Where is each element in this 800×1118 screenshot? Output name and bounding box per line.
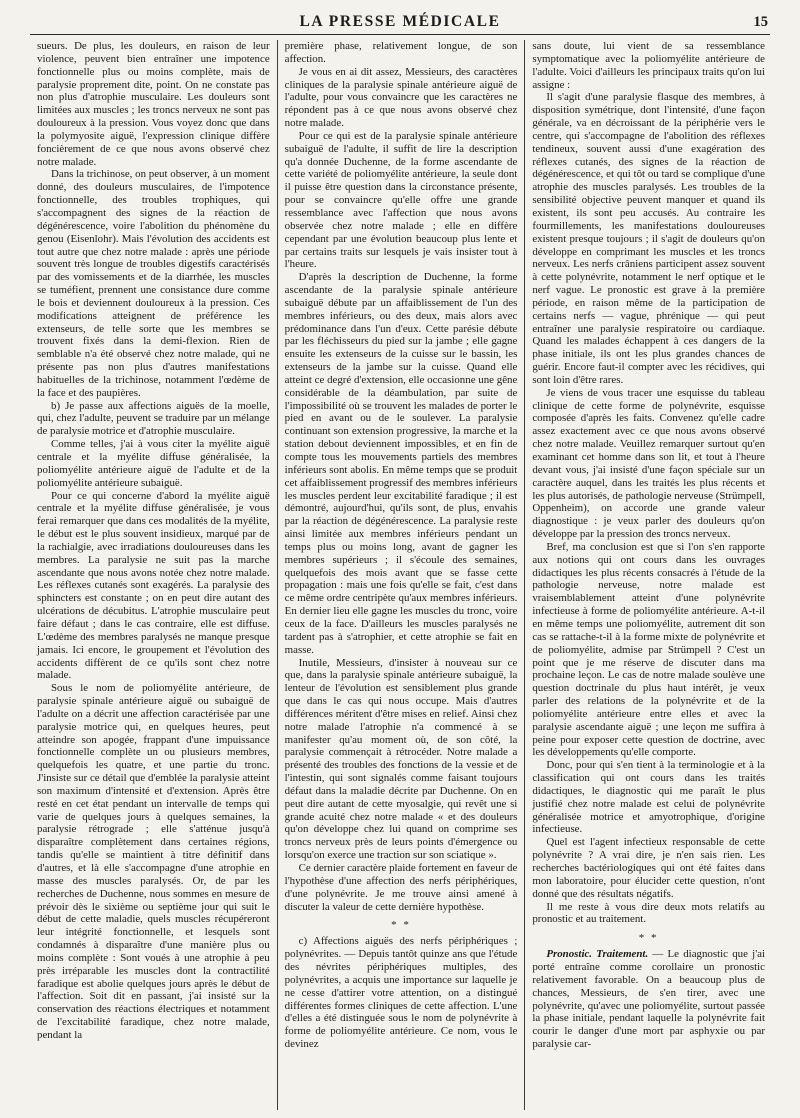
column-left <box>30 40 277 1110</box>
paragraph: première phase, relativement longue, de son affection. <box>284 40 518 65</box>
paragraph <box>532 948 765 1051</box>
paragraph: Pour ce qui concerne d'abord la myélite aiguë centrale et la myélite diffuse généralisée, je vous ferai remarquer que dans ces modalités de la myélite, le début est le plus souvent insidieux, marqué par de la rachialgie, avec irradiations douloureuses dans les membres. La paralysie ne suit pas la marche ascendante que nous avons notée chez notre malade. Les réflexes cutanés sont exagérés. La paralysie des sphincters est constante ; on en peut dire autant des ulcérations de décubitus. L'atrophie musculaire peut faire défaut ; dans le cas contraire, elle est diffuse. L'œdème des membres paralysés ne manque presque jamais. Ici encore, le groupement et l'évolution des accidents diffèrent de ce qu'ils sont chez notre malade. <box>37 489 270 682</box>
paragraph: Je vous en ai dit assez, Messieurs, des caractères cliniques de la paralysie spinale antérieure aiguë de l'adulte, pour vous convaincre que les caractères ne répondent pas à ce que nous avons observé chez notre malade. <box>284 65 518 130</box>
paragraph: Quel est l'agent infectieux responsable de cette polynévrite ? A vrai dire, je n'en sais rien. Les recherches bactériologiques qui ont été faites dans mon laboratoire, pour élucider cette question, n'ont donné que des résultats négatifs. <box>532 836 766 900</box>
column-middle <box>277 40 525 1110</box>
paragraph: c) Affections aiguës des nerfs périphériques ; polynévrites. — Depuis tantôt quinze ans que l'étude des névrites périphériques multiples, des polynévrites, a acquis une importance sur laquelle je ne cesse d'attirer votre attention, on a distingué différentes formes cliniques de cette affection. L'une d'elles a été distinguée sous le nom de polynévrite à forme de poliomyélite antérieure. Ce nom, vous le devinez <box>284 935 518 1051</box>
paragraph: Inutile, Messieurs, d'insister à nouveau sur ce que, dans la paralysie spinale antérieure subaiguë, la lenteur de l'évolution est sensiblement plus grande que dans le cas qui nous occupe. Mais d'autres différences méritent d'être mises en relief. Ainsi chez notre malade l'atrophie n'a commencé à se manifester qu'au moment où, de son côté, la paralysie commençait à rétrocéder. Notre malade a présenté des troubles des fonctions de la vessie et de l'intestin, qui sont signalés comme faisant toujours défaut dans la maladie décrite par Duchenne. On en peut dire autant de cette myosalgie, qui revêt une si grande acuité chez notre malade « et des douleurs qu'on développe chez lui quand on comprime ses troncs nerveux près de leurs points d'émergence ou lorsqu'on exerce une traction sur son sciatique ». <box>284 656 518 862</box>
page-number: 15 <box>753 14 768 30</box>
running-head <box>30 10 770 35</box>
column-right <box>524 40 772 1110</box>
paragraph: Bref, ma conclusion est que si l'on s'en rapporte aux notions qui ont cours dans les ouvrages didactiques les plus récents consacrés à l'étude de la pathologie nerveuse, notre malade est vraisemblablement atteint d'une polynévrite infectieuse à forme de poliomyélite antérieure. A-t-il en même temps une poliomyélite, autrement dit son cas se rattache-t-il à la forme mixte de polynévrite et de poliomyélite, admise par Strümpell ? C'est un point que je me réserve de discuter dans ma prochaine leçon. Le cas de notre malade soulève une question doctrinale du plus haut intérêt, je veux parler des relations de la polynévrite et de la poliomyélite antérieure entre elles et avec la paralysie ascendante aiguë ; une leçon me suffira à peine pour exposer cette question de doctrine, avec les développements qu'elle comporte. <box>532 540 766 759</box>
paragraph: Il me reste à vous dire deux mots relatifs au pronostic et au traitement. <box>532 900 766 926</box>
paragraph: Sous le nom de poliomyélite antérieure, de paralysie spinale antérieure aiguë ou subaiguë de l'adulte on a décrit une affection caractérisée par une paralysie motrice qui, en quelques heures, peut atteindre son apogée, frappant d'une impuissance fonctionnelle complète un ou plusieurs membres, quelquefois les quatre, et une partie du tronc. J'insiste sur ce détail que d'emblée la paralysie atteint son maximum d'intensité et d'extension. Après être resté en cet état pendant un intervalle de temps qui varie de quelques jours à quelques semaines, la paralysie rétrograde ; elle s'atténue jusqu'à disparaître complètement dans certaines régions, tandis qu'elle se maintient à titre définitif dans d'autres, et là elle s'accompagne d'une atrophie en masse des muscles paralysés. Or, de par les recherches de Duchenne, nous sommes en mesure de prévoir dès le sixième ou septième jour qui suit le début de cette maladie, quels muscles récupéreront leur intégrité fonctionnelle, et lesquels sont condamnés à disparaître d'une manière plus ou moins complète : Sont voués à une atrophie à peu près irréparable les muscles dont la contractilité faradique est abolie quelques jours après le début de l'affection. Soit dit en passant, j'ai insisté sur la conservation des réactions électriques et notamment de l'excitabilité faradique, chez notre malade, pendant la <box>37 682 270 1041</box>
section-separator: * * <box>391 919 411 932</box>
paragraph: sueurs. De plus, les douleurs, en raison de leur violence, peuvent bien entraîner une impotence fonctionnelle plus ou moins complète, mais de paralysie proprement dite, point. On ne constate pas non plus d'atrophie musculaire. Les douleurs sont limitées aux muscles ; les troncs nerveux ne sont pas douloureux à la pression. Vous voyez donc que dans la polymyosite aiguë, l'expression clinique diffère foncièrement de ce que nous avons observé chez notre malade. <box>37 40 270 168</box>
paragraph: sans doute, lui vient de sa ressemblance symptomatique avec la poliomyélite antérieure de l'adulte. Voici d'ailleurs les principaux traits qu'on lui assigne : <box>532 40 766 91</box>
paragraph: Donc, pour qui s'en tient à la terminologie et à la classification qui ont cours dans les traités didactiques, le diagnostic qui me paraît le plus justifié chez notre malade est celui de polynévrite généralisée motrice et amyotrophique, d'origine infectieuse. <box>532 759 766 836</box>
journal-title: LA PRESSE MÉDICALE <box>299 13 501 30</box>
paragraph-text: — Le diagnostic que j'ai porté entraîne comme corollaire un pronostic relativement favorable. On a beaucoup plus de chances, Messieurs, de s'en tirer, avec une polynévrite, qu'avec une poliomyélite, surtout passée la phase initiale, pendant laquelle la polynévrite fait courir le danger d'une mort par asphyxie ou par paralysie car- <box>532 948 766 1051</box>
section-heading: Pronostic. Traitement. <box>546 948 649 961</box>
paragraph: D'après la description de Duchenne, la forme ascendante de la paralysie spinale antérieure subaiguë débute par un affaiblissement de l'un des membres inférieurs, ou des deux, mais alors avec prédominance dans l'un d'eux. Cette parésie débute par les fléchisseurs du pied sur la jambe ; elle gagne ensuite les extenseurs de la cuisse sur le bassin, les extenseurs de la jambe sur la cuisse. Quand elle atteint ce degré d'extension, elle occasionne une gêne considérable de la déambulation, par suite de l'impossibilité où se trouvent les malades de porter le pied en avant ou de le soulever. La paralysie continuant son extension progressive, la marche et la station debout deviennent impossibles, et en fin de compte tous les mouvements partiels des membres inférieurs sont abolis. En même temps que se produit cet affaiblissement progressif des membres inférieurs les muscles perdent leur excitabilité faradique ; il est démontré, aujourd'hui, qu'ils sont, de plus, envahis par la réaction de dégénérescence. La paralysie reste ainsi limitée aux membres inférieurs pendant un temps plus ou moins long, avant de gagner les membres supérieurs ; il s'écoule des semaines, quelquefois des mois avant que se fasse cette propagation : mais une fois qu'elle se fait, c'est dans ce même ordre centripète qu'aux membres inférieurs. En dernier lieu elle gagne les muscles du tronc, voire ceux de la face. D'ailleurs les muscles paralysés ne tardent pas à s'atrophier, et cette atrophie se fait en masse. <box>284 271 518 656</box>
section-separator: * * <box>638 932 659 945</box>
paragraph: Je viens de vous tracer une esquisse du tableau clinique de cette forme de polynévrite, esquisse composée d'après les faits. Convenez qu'elle cadre assez exactement avec ce que nous avons observé chez notre malade. Veuillez remarquer surtout qu'en examinant cet homme dans son lit, et tout à l'heure devant vous, j'ai insisté d'une façon spéciale sur un caractère auquel, dans les traités les plus récents et les plus autorisés, de pathologie nerveuse (Strümpell, Oppenheim), on accorde une grande valeur diagnostique : je veux parler des douleurs qu'on développe par la pression des troncs nerveux. <box>532 386 766 541</box>
paragraph: b) Je passe aux affections aiguës de la moelle, qui, chez l'adulte, peuvent se traduire par un mélange de paralysie motrice et d'atrophie musculaire. <box>37 399 270 438</box>
paragraph: Ce dernier caractère plaide fortement en faveur de l'hypothèse d'une affection des nerfs périphériques, d'une polynévrite. Je me trouve ainsi amené à discuter la valeur de cette dernière hypothèse. <box>284 862 518 913</box>
text-columns <box>30 40 772 1110</box>
paragraph: Il s'agit d'une paralysie flasque des membres, à disposition symétrique, dont l'intensité, d'une façon générale, va en décroissant de la périphérie vers le centre, qui s'accompagne de l'abolition des réflexes tendineux, souvent aussi d'une exagération des réflexes cutanés, des signes de la réaction de dégénérescence, et qui tôt ou tard se complique d'une atrophie des muscles paralysés. Les troubles de la sensibilité objective peuvent manquer et quand ils existent, ils sont peu accusés. Au contraire les fourmillements, les manifestations douloureuses existent presque toujours ; il s'agit de douleurs qu'on développe en comprimant les muscles et les troncs nerveux. Les nerfs crâniens participent assez souvent à cette polynévrite, notamment le nerf optique et le nerf vague. Le pronostic est grave à la première période, en raison même de la participation de certains nerfs — vague, phrénique — qui peut entraîner une paralysie respiratoire ou cardiaque. Quand les malades échappent à ces dangers de la phase initiale, ils ont les plus grandes chances de guérir. Encore faut-il compter avec les récidives, qui sont loin d'être rares. <box>532 91 766 386</box>
paragraph: Comme telles, j'ai à vous citer la myélite aiguë centrale et la myélite diffuse généralisée, la poliomyélite antérieure aiguë de l'adulte et de la poliomyélite antérieure subaiguë. <box>37 438 270 489</box>
paragraph: Pour ce qui est de la paralysie spinale antérieure subaiguë de l'adulte, il suffit de lire la description qu'a donnée Duchenne, de la forme ascendante de cette variété de poliomyélite antérieure, la seule dont il puisse être question dans la circonstance présente, pour se convaincre qu'elle offre une grande ressemblance avec l'affection que nous avons observée chez notre malade ; elle en diffère cependant par une évolution beaucoup plus lente et par certains traits sur lesquels je vais insister tout à l'heure. <box>284 129 518 271</box>
paragraph: Dans la trichinose, on peut observer, à un moment donné, des douleurs musculaires, de l'impotence fonctionnelle, des troubles trophiques, qui s'accompagnent des signes de la réaction de dégénérescence, voire l'abolition du phénomène du genou (Eisenlohr). Mais l'évolution des accidents est tout autre que chez notre malade : après une période souvent très longue de troubles digestifs caractérisés par des vomissements et de la diarrhée, les muscles se tuméfient, prennent une consistance dure comme le bois et deviennent douloureux à la pression. Ces modifications atteignent de préférence les extenseurs, de telle sorte que les membres se trouvent fixés dans la demi-flexion. Rien de semblable n'a été observé chez notre malade, qui ne présente pas non plus d'autres manifestations habituelles de la trichinose, notamment l'œdème de la face et des paupières. <box>37 168 270 399</box>
